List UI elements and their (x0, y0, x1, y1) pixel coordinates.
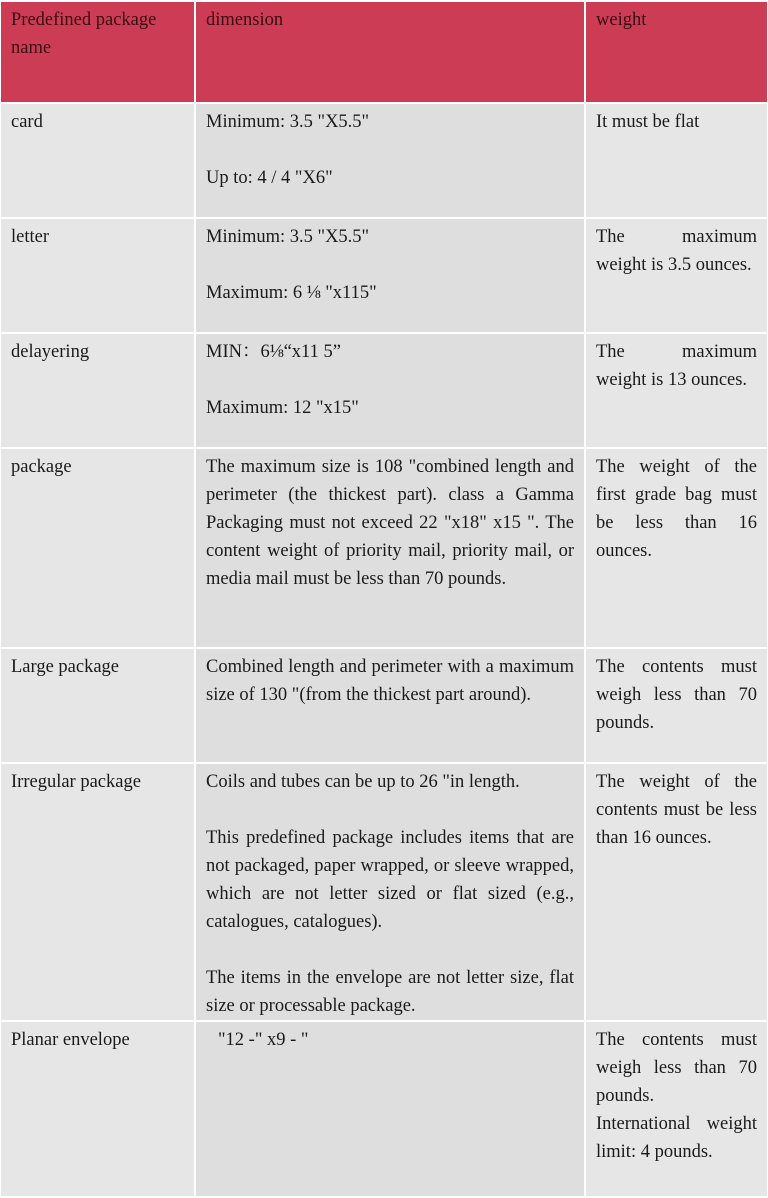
table-row-package (1, 449, 767, 647)
cell-weight (586, 649, 767, 762)
weight-text: The weight of the contents must be less than 16 ounces. (596, 772, 757, 848)
cell-package-name: card (1, 104, 194, 217)
cell-weight (586, 104, 767, 217)
dimension-line: Up to: 4 / 4 "X6" (206, 168, 333, 188)
dimension-text: "12 -" x9 - " (218, 1030, 309, 1050)
cell-dimension (196, 104, 584, 217)
cell-package-name: letter (1, 219, 194, 332)
cell-weight (586, 449, 767, 647)
weight-text: The contents must weigh less than 70 pounds. (596, 657, 757, 733)
cell-package-name: Large package (1, 649, 194, 762)
cell-dimension (196, 219, 584, 332)
weight-text: The maximum weight is 3.5 ounces. (596, 227, 757, 275)
cell-dimension (196, 764, 584, 1020)
dimension-line: This predefined package includes items that are not packaged, paper wrapped, or sleeve wrapped, which are not letter sized or flat sized (e.g., catalogues, catalogues). (206, 828, 574, 932)
dimension-line: MIN：6⅛“x11 5” (206, 342, 341, 362)
weight-text: It must be flat (596, 112, 700, 132)
cell-package-name: Planar envelope (1, 1022, 194, 1196)
dimension-text: The maximum size is 108 "combined length and perimeter (the thickest part). class a Gamma Packaging must not exceed 22 "x18" x15 ". The content weight of priority mail, priority mail, or media mail must be less than 70 pounds. (206, 457, 574, 589)
cell-dimension (196, 449, 584, 647)
cell-weight (586, 1022, 767, 1196)
dimension-line: Minimum: 3.5 "X5.5" (206, 112, 370, 132)
table-row-letter (1, 219, 767, 332)
table-row-delayering (1, 334, 767, 447)
weight-text: International weight limit: 4 pounds. (596, 1114, 757, 1162)
dimension-line: Maximum: 12 "x15" (206, 398, 359, 418)
dimension-line: Minimum: 3.5 "X5.5" (206, 227, 370, 247)
cell-package-name: package (1, 449, 194, 647)
cell-weight (586, 764, 767, 1020)
cell-dimension (196, 649, 584, 762)
header-row (1, 2, 767, 102)
dimension-line: Coils and tubes can be up to 26 "in length. (206, 772, 520, 792)
dimension-line: The items in the envelope are not letter size, flat size or processable package. (206, 968, 574, 1016)
cell-dimension (196, 1022, 584, 1196)
weight-text: The contents must weigh less than 70 pounds. (596, 1030, 757, 1106)
table-row-planar-envelope (1, 1022, 767, 1196)
column-header-package-name: Predefined package name (1, 2, 194, 102)
cell-weight (586, 219, 767, 332)
weight-text: The maximum weight is 13 ounces. (596, 342, 757, 390)
column-header-dimension: dimension (196, 2, 584, 102)
weight-text: The weight of the first grade bag must be less than 16 ounces. (596, 457, 757, 561)
table-row-irregular-package (1, 764, 767, 1020)
column-header-weight: weight (586, 2, 767, 102)
dimension-text: Combined length and perimeter with a maximum size of 130 "(from the thickest part around). (206, 657, 574, 705)
table-row-large-package (1, 649, 767, 762)
table-row-card (1, 104, 767, 217)
cell-package-name: delayering (1, 334, 194, 447)
cell-package-name: Irregular package (1, 764, 194, 1020)
cell-weight (586, 334, 767, 447)
dimension-line: Maximum: 6 ⅛ "x115" (206, 283, 377, 303)
cell-dimension (196, 334, 584, 447)
